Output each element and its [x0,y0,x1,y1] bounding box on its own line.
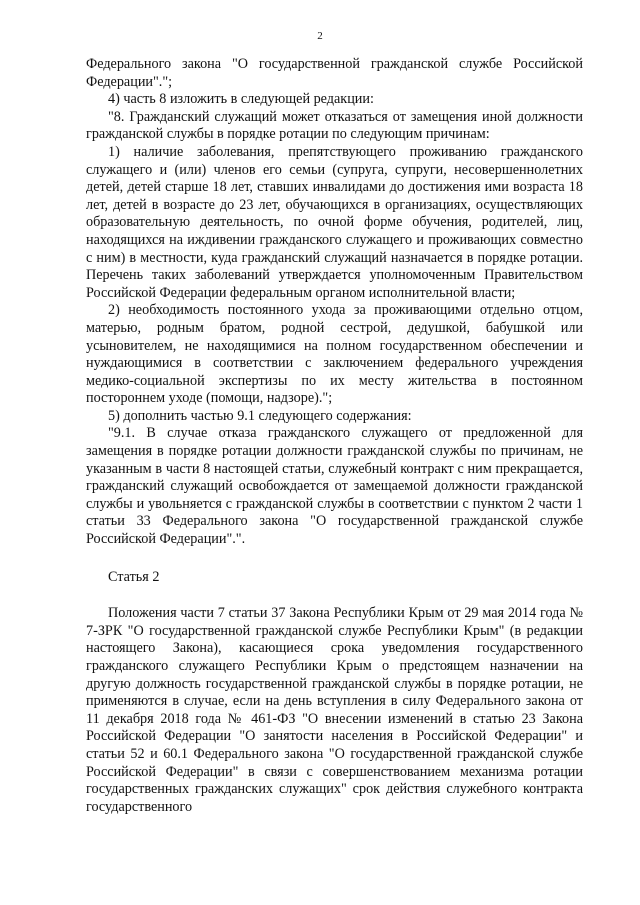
paragraph-continuation: Федерального закона "О государственной гражданской службе Российской Федерации"."; [86,56,583,90]
paragraph-reason-2: 2) необходимость постоянного ухода за проживающими отдельно отцом, матерью, родным братом, родной сестрой, дедушкой, бабушкой или усыновителем, не находящимися на полном государственном обеспечении и нуждающимися в соответствии с заключением федерального учреждения медико-социальной экспертизы по их месту жительства в постоянном постороннем уходе (помощи, надзоре)."; [86,302,583,407]
paragraph-item-4: 4) часть 8 изложить в следующей редакции: [108,91,374,108]
paragraph-part-9-1: "9.1. В случае отказа гражданского служащего от предложенной для замещения в порядке ротации должности гражданской службы по причинам, не указанным в части 8 настоящей статьи, служебный контракт с ним прекращается, гражданский служащий освобождается от замещаемой должности гражданской службы и увольняется с гражданской службы в соответствии с пунктом 2 части 1 статьи 33 Федерального закона "О государственной гражданской службе Российской Федерации".". [86,425,583,548]
article-2-text: Положения части 7 статьи 37 Закона Республики Крым от 29 мая 2014 года № 7-ЗРК "О государственной гражданской службе Республики Крым" (в редакции настоящего Закона), касающиеся срока уведомления государственного гражданского служащего Республики Крым о предстоящем назначении на другую должность государственной гражданской службы в порядке ротации, не применяются в случае, если на день вступления в силу Федерального закона от 11 декабря 2018 года № 461-ФЗ "О внесении изменений в статью 23 Закона Российской Федерации "О занятости населения в Российской Федерации" и статьи 52 и 60.1 Федерального закона "О государственной гражданской службе Российской Федерации" в связи с совершенствованием механизма ротации государственных гражданских служащих" срок действия служебного контракта государственного [86,605,583,815]
page-number: 2 [317,30,323,42]
paragraph-item-5: 5) дополнить частью 9.1 следующего содержания: [108,407,412,424]
article-heading: Статья 2 [108,568,160,585]
paragraph-reason-1: 1) наличие заболевания, препятствующего проживанию гражданского служащего и (или) членов его семьи (супруга, супруги, несовершеннолетних детей, детей старше 18 лет, ставших инвалидами до достижения ими возраста 18 лет, детей в возрасте до 23 лет, обучающихся в организациях, осуществляющих образовательную деятельность, по очной форме обучения, родителей, лиц, находящихся на иждивении гражданского служащего и проживающих совместно с ним) в местности, куда гражданский служащий назначается в порядке ротации. Перечень таких заболеваний утверждается уполномоченным Правительством Российской Федерации федеральным органом исполнительной власти; [86,143,583,301]
paragraph-part-8: "8. Гражданский служащий может отказаться от замещения иной должности гражданской службы в порядке ротации по следующим причинам: [86,108,583,143]
document-body [86,56,583,816]
